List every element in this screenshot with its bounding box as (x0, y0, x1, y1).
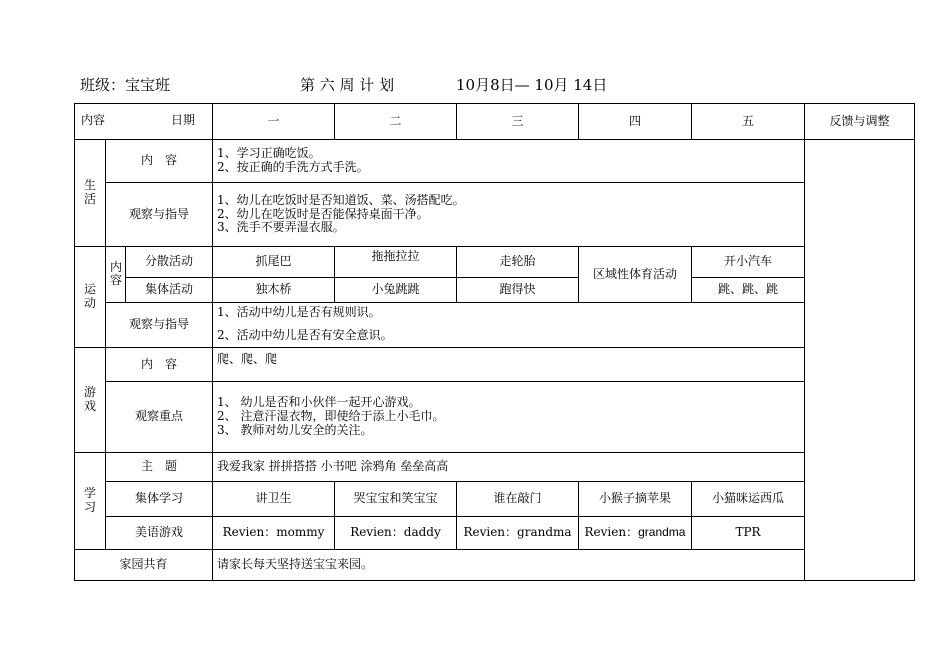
scatter-wed: 走轮胎 (457, 247, 579, 278)
life-content-line: 2、按正确的手洗方式手洗。 (217, 159, 369, 174)
content-header: 内容 (81, 113, 106, 127)
header-row (75, 104, 915, 140)
study-group-mon: 讲卫生 (213, 481, 335, 517)
sport-observe-row (75, 302, 915, 347)
class-label: 班级：宝宝班 (80, 76, 171, 94)
sport-observe-line: 2、活动中幼儿是否有安全意识。 (217, 328, 393, 343)
day-header-wed: 三 (457, 104, 579, 140)
study-group-tue: 哭宝宝和笑宝宝 (335, 481, 457, 517)
sport-observe-line: 1、活动中幼儿是否有规则识。 (217, 305, 381, 320)
english-thu (579, 517, 692, 550)
date-header: 日期 (171, 113, 196, 127)
life-observe-line: 2、幼儿在吃饭时是否能保持桌面干净。 (217, 206, 429, 221)
game-content-label: 内 容 (106, 347, 213, 382)
game-focus (213, 382, 805, 453)
day-header-fri: 五 (692, 104, 805, 140)
home-label: 家园共育 (75, 550, 213, 581)
study-section-title: 学 习 (75, 453, 106, 550)
game-focus-label: 观察重点 (106, 382, 213, 453)
sport-scatter-row (75, 247, 915, 278)
study-group-fri: 小猫咪运西瓜 (692, 481, 805, 517)
page-heading (80, 74, 900, 98)
weekly-plan-table (74, 103, 915, 581)
game-content: 爬、爬、爬 (213, 347, 805, 382)
feedback-header: 反馈与调整 (805, 104, 915, 140)
feedback-column (805, 139, 915, 580)
group-wed: 跑得快 (457, 277, 579, 302)
life-content-line: 1、学习正确吃饭。 (217, 146, 321, 160)
day-header-mon: 一 (213, 104, 335, 140)
game-focus-row (75, 382, 915, 453)
english-wed: Revien：grandma (457, 517, 579, 550)
sport-observe-label: 观察与指导 (106, 302, 213, 347)
week-title: 第 六 周 计 划 (300, 76, 395, 94)
english-mon: Revien：mommy (213, 517, 335, 550)
sport-observe (213, 302, 805, 347)
study-theme-row (75, 453, 915, 482)
sport-scatter-label: 分散活动 (126, 247, 213, 278)
scatter-fri: 开小汽车 (692, 247, 805, 278)
group-mon: 独木桥 (213, 277, 335, 302)
life-observe-line: 3、洗手不要弄湿衣服。 (217, 220, 345, 235)
english-thu-word: grandma (638, 525, 686, 540)
life-section-title: 生 活 (75, 139, 106, 246)
area-activity: 区域性体育活动 (579, 247, 692, 302)
sport-group-row (75, 277, 915, 302)
group-tue: 小兔跳跳 (335, 277, 457, 302)
study-theme: 我爱我家 拼拼搭搭 小书吧 涂鸦角 垒垒高高 (213, 453, 805, 482)
game-section-title: 游 戏 (75, 347, 106, 452)
study-group-label: 集体学习 (106, 481, 213, 517)
english-thu-prefix: Revien： (584, 525, 639, 540)
home-row (75, 550, 915, 581)
study-theme-label: 主 题 (106, 453, 213, 482)
game-content-row (75, 347, 915, 382)
date-range: 10月8日— 10月 14日 (456, 76, 608, 94)
content-date-header (75, 104, 213, 140)
game-focus-line: 1、 幼儿是否和小伙伴一起开心游戏。 (217, 395, 421, 410)
day-header-thu: 四 (579, 104, 692, 140)
english-tue: Revien：daddy (335, 517, 457, 550)
study-english-row (75, 517, 915, 550)
life-observe-label: 观察与指导 (106, 182, 213, 246)
game-focus-line: 3、 教师对幼儿安全的关注。 (217, 423, 373, 438)
life-observe-line: 1、幼儿在吃饭时是否知道饭、菜、汤搭配吃。 (217, 192, 465, 207)
sport-group-label: 集体活动 (126, 277, 213, 302)
study-group-row (75, 481, 915, 517)
sport-section-title: 运 动 (75, 247, 106, 347)
group-fri: 跳、跳、跳 (692, 277, 805, 302)
english-fri: TPR (692, 517, 805, 550)
home-content: 请家长每天坚持送宝宝来园。 (213, 550, 805, 581)
life-content (213, 139, 805, 182)
scatter-mon: 抓尾巴 (213, 247, 335, 278)
life-content-label: 内 容 (106, 139, 213, 182)
life-content-row (75, 139, 915, 182)
day-header-tue: 二 (335, 104, 457, 140)
sport-content-label: 内 容 (106, 247, 126, 302)
game-focus-line: 2、 注意汗湿衣物，即使给于添上小毛巾。 (217, 409, 445, 424)
study-group-wed: 谁在敲门 (457, 481, 579, 517)
life-observe (213, 182, 805, 246)
scatter-tue: 拖拖拉拉 (335, 247, 457, 278)
study-group-thu: 小猴子摘苹果 (579, 481, 692, 517)
study-english-label: 美语游戏 (106, 517, 213, 550)
life-observe-row (75, 182, 915, 246)
